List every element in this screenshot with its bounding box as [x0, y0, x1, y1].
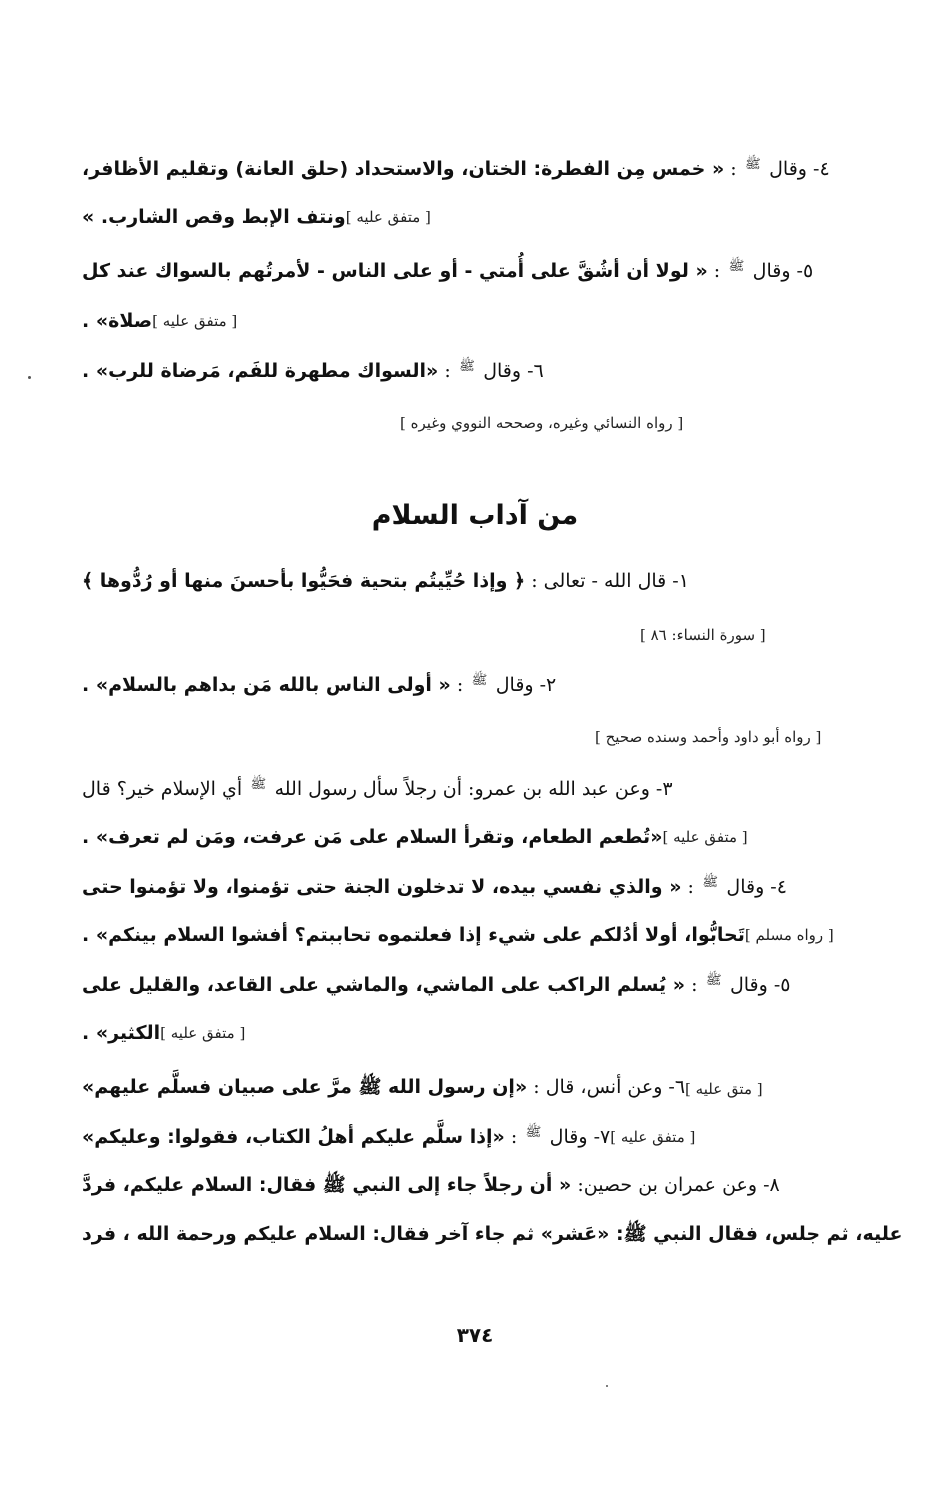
hadith-intro: ٥- وقال — [729, 974, 791, 996]
hadith-intro: ٥- وقال — [752, 260, 814, 282]
hadith-intro: ٢- وقال — [495, 674, 557, 696]
hadith-text: عليه، ثم جلس، فقال النبي ﷺ: «عَشر» ثم جاء آخر فقال: السلام عليكم ورحمة الله ، فرد — [82, 1223, 903, 1245]
hadith-text: «تُطعم الطعام، وتقرأ السلام على مَن عرفت، ومَن لم تعرف» . — [82, 826, 663, 848]
salawat-glyph: ﷺ — [459, 359, 475, 374]
hadith-text: « خمس مِن الفطرة: الختان، والاستحداد (حلق العانة) وتقليم الأظافر، — [82, 158, 725, 180]
hadith-intro: ١- قال الله - تعالى : — [525, 570, 689, 592]
salawat-glyph: ﷺ — [702, 875, 719, 890]
hadith-line — [82, 1222, 903, 1250]
quran-verse: ﴿ وإذا حُيِّيتُم بتحية فحَيُّوا بأحسنَ منها أو رُدُّوها ﴾ — [82, 570, 526, 592]
hadith-intro: ٤- وقال — [769, 158, 830, 180]
hadith-source: [ رواه أبو داود وأحمد وسنده صحيح ] — [595, 728, 822, 746]
hadith-line: ٧- وقال $^ﷺ$ : «إذا سلَّم عليكم أهلُ الكتاب، فقولوا: وعليكم» [ متفق عليه ] — [82, 1125, 696, 1148]
hadith-intro: ٣- وعن عبد الله بن عمرو: أن رجلاً سأل رسول الله — [274, 778, 673, 800]
hadith-source: [ متفق عليه ] — [662, 828, 748, 846]
hadith-text: «إن رسول الله ﷺ مرَّ على صبيان فسلَّم عليهم» — [82, 1076, 528, 1098]
hadith-text: «إذا سلَّم عليكم أهلُ الكتاب، فقولوا: وعليكم» — [82, 1126, 505, 1148]
salawat-glyph: ﷺ — [471, 673, 488, 688]
hadith-line — [82, 1074, 845, 1103]
hadith-line: ٥- وقال $^ﷺ$ : « يُسلم الراكب على الماشي، والماشي على القاعد، والقليل على — [82, 973, 791, 996]
salawat-glyph: ﷺ — [705, 973, 722, 988]
hadith-text: « أن رجلاً جاء إلى النبي ﷺ فقال: السلام عليكم، فردَّ — [82, 1174, 572, 1196]
hadith-intro: ٤- وقال — [726, 876, 787, 898]
hadith-line — [400, 414, 845, 432]
hadith-line — [82, 310, 845, 332]
salawat-glyph: ﷺ — [525, 1125, 542, 1140]
hadith-text: تَحابُّوا، أولا أدُلكم على شيء إذا فعلتموه تحاببتم؟ أفشوا السلام بينكم» . — [82, 924, 745, 946]
hadith-source: [ متفق عليه ] — [152, 312, 238, 330]
source-line — [595, 728, 845, 746]
hadith-line — [82, 1022, 845, 1044]
hadith-line — [82, 206, 845, 228]
hadith-source: [ متق عليه ] — [685, 1079, 763, 1098]
hadith-line: ٣- وعن عبد الله بن عمرو: أن رجلاً سأل رسول الله $^ﷺ$ أي الإسلام خير؟ قال — [82, 777, 673, 800]
hadith-line: ٦- وقال $^ﷺ$ : «السواك مطهرة للفَم، مَرضاة للرب» . — [82, 359, 544, 382]
source-line — [640, 626, 845, 644]
hadith-line — [82, 1172, 845, 1201]
hadith-intro: ٦- وعن أنس، قال : — [527, 1076, 686, 1098]
salawat-glyph: ﷺ — [745, 157, 761, 172]
hadith-source: [ متفق عليه ] — [345, 208, 431, 226]
section-heading: من آداب السلام — [371, 500, 579, 531]
hadith-line: ٢- وقال $^ﷺ$ : « أولى الناس بالله مَن بداهم بالسلام» . — [82, 673, 557, 696]
hadith-line: ٤- وقال $^ﷺ$ : « والذي نفسي بيده، لا تدخلون الجنة حتى تؤمنوا، ولا تؤمنوا حتى — [82, 875, 787, 898]
hadith-text: «السواك مطهرة للفَم، مَرضاة للرب» . — [82, 360, 439, 382]
hadith-line: ٥- وقال $^ﷺ$ : « لولا أن أشُقَّ على أُمتي - أو على الناس - لأمرتُهم بالسواك عند كل — [82, 259, 814, 282]
hadith-intro: ٦- وقال — [483, 360, 544, 382]
scan-speck — [28, 376, 31, 379]
hadith-text: ونتف الإبط وقص الشارب. » — [82, 206, 346, 228]
hadith-intro: ٨- وعن عمران بن حصين: — [571, 1174, 780, 1196]
hadith-line: ٤- وقال $^ﷺ$ : « خمس مِن الفطرة: الختان، والاستحداد (حلق العانة) وتقليم الأظافر، — [82, 157, 830, 180]
hadith-source: [ رواه النسائي وغيره، وصححه النووي وغيره ] — [400, 414, 684, 432]
hadith-text: « لولا أن أشُقَّ على أُمتي - أو على الناس - لأمرتُهم بالسواك عند كل — [82, 260, 708, 282]
salawat-glyph: ﷺ — [250, 777, 267, 792]
hadith-source: [ متفق عليه ] — [160, 1024, 246, 1042]
hadith-source: [ متفق عليه ] — [610, 1128, 696, 1146]
hadith-text: صلاة» . — [82, 310, 153, 332]
hadith-line — [82, 924, 845, 946]
hadith-intro: ٧- وقال — [549, 1126, 611, 1148]
page-number: ٣٧٤ — [456, 1323, 494, 1347]
verse-source: [ سورة النساء: ٨٦ ] — [640, 626, 766, 644]
verse-line — [82, 568, 845, 592]
salawat-glyph: ﷺ — [728, 259, 745, 274]
hadith-text: « والذي نفسي بيده، لا تدخلون الجنة حتى تؤمنوا، ولا تؤمنوا حتى — [82, 876, 682, 898]
scan-speck — [606, 1385, 608, 1387]
hadith-text: الكثير» . — [82, 1022, 161, 1044]
hadith-text: « أولى الناس بالله مَن بداهم بالسلام» . — [82, 674, 451, 696]
hadith-line — [82, 826, 845, 848]
hadith-text: « يُسلم الراكب على الماشي، والماشي على القاعد، والقليل على — [82, 974, 686, 996]
hadith-source: [ رواه مسلم ] — [744, 926, 834, 944]
